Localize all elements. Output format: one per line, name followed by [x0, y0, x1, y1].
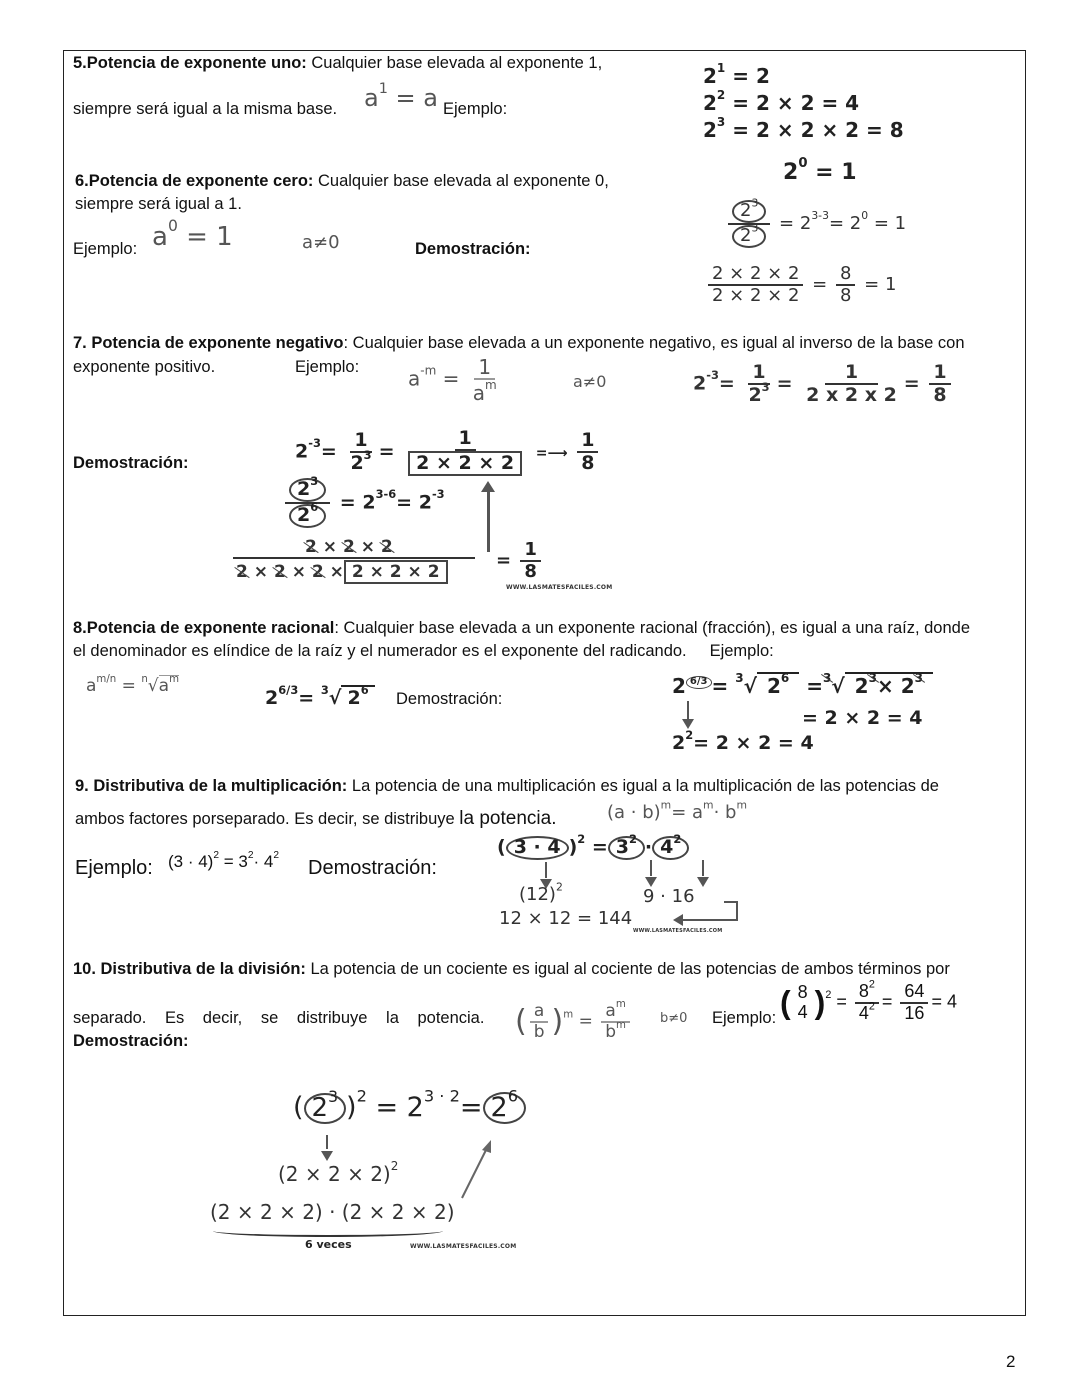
section10-demo-line3: (2 × 2 × 2) · (2 × 2 × 2)	[210, 1200, 455, 1224]
section9-demo-mid-right: 9 · 16	[643, 886, 695, 907]
section10-demo-label: Demostración:	[73, 1032, 189, 1050]
section7-example-label: Ejemplo:	[295, 358, 360, 376]
section10-demo-top: ( $2^3$ )$^2 = 2^{3 \cdot 2}= 2^6$	[293, 1092, 526, 1124]
brace-label: 6 veces	[305, 1238, 352, 1251]
section8-example-label: Ejemplo:	[709, 642, 774, 660]
up-arrow-shaft	[487, 490, 490, 552]
section7-demo-label: Demostración:	[73, 454, 189, 472]
example-line: $2^3 = 2 \times 2 \times 2 = 8$	[703, 115, 904, 142]
underbrace	[213, 1225, 443, 1237]
page-number: 2	[1006, 1352, 1016, 1371]
section8-example: $2^{6/3}= ^3√$ $2^6$	[265, 687, 375, 709]
section6-condition: a≠0	[302, 232, 340, 253]
section10-demo-line2: $(2 \times 2 \times 2)^2$	[278, 1159, 399, 1186]
section9-text1: La potencia de una multiplicación es igual a la multiplicación de las potencias de	[351, 777, 939, 795]
section7-formula: $a^{-m}$ = $\frac{1}{a^m}$	[408, 355, 497, 405]
example-line: $2^1 = 2$	[703, 61, 770, 88]
left-arrow-icon	[673, 914, 683, 926]
section8-title: 8.Potencia de exponente racional	[73, 619, 335, 637]
watermark: WWW.LASMATESFACILES.COM	[506, 584, 613, 591]
section5-text2: siempre será igual a la misma base.	[73, 100, 338, 118]
section8-demo-line1: 2 $^{6/3}$ = $^3$√ $2^6 =^3√$ $2^3\times 2^3$	[672, 674, 933, 698]
section6-title: 6.Potencia de exponente cero:	[75, 172, 314, 190]
section9-heading-line	[75, 775, 939, 797]
section6-demo1: $\frac{2^3}{2^3}$ = $2^{3-3}= 2^0 = 1$	[725, 200, 906, 248]
section6-text2: siempre será igual a 1.	[75, 195, 242, 213]
up-arrow-icon	[481, 481, 495, 492]
section5-heading-line	[73, 52, 602, 74]
section5-text1: Cualquier base elevada al exponente 1,	[311, 54, 603, 72]
watermark: WWW.LASMATESFACILES.COM	[633, 928, 723, 934]
section8-formula: $a^{m/n} = ^n√a^m$	[86, 673, 179, 696]
section6-heading-line	[75, 170, 609, 192]
section7-title: 7. Potencia de exponente negativo	[73, 334, 344, 352]
watermark: WWW.LASMATESFACILES.COM	[410, 1243, 517, 1250]
section7-demo-row3-den: 2 × 2 × 2 × 2 × 2 × 2	[236, 560, 448, 584]
section9-example: $(3 \cdot 4)^2 = 3^2\cdot 4^2$	[168, 849, 280, 871]
section6-example: $2^0 = 1$	[783, 156, 857, 185]
down-arrow-icon	[697, 874, 709, 892]
section8-text2-line	[73, 640, 774, 662]
section8-demo-line2: = 2 × 2 = 4	[802, 707, 923, 729]
section8-demo-label: Demostración:	[396, 690, 503, 708]
section10-example-label: Ejemplo:	[712, 1009, 777, 1027]
section9-text2-big: la potencia.	[459, 808, 557, 829]
section9-text2: ambos factores porseparado. Es decir, se distribuye	[75, 810, 455, 828]
section10-example: ( 8 4 )$^2$ = $\frac{8^2}{4^2}$ = $\frac{64}{16}$ = 4	[780, 978, 957, 1023]
section7-heading-line	[73, 332, 965, 354]
fraction-bar	[233, 557, 475, 559]
section6-demo2: $\frac{2 \times 2 \times 2}{2 \times 2 \times 2}$ = $\frac{8}{8}$ = 1	[705, 264, 896, 306]
section8-text2: el denominador es elíndice de la raíz y el numerador es el exponente del radicando.	[73, 642, 687, 660]
section9-text2-line	[75, 808, 556, 830]
section9-demo-mid-left: $(12)^2$	[519, 880, 563, 905]
section7-text1: : Cualquier base elevada a un exponente negativo, es igual al inverso de la base con	[343, 334, 965, 352]
down-arrow-shaft	[326, 1135, 328, 1149]
connector-line	[724, 901, 738, 903]
section7-example: $2^{-3}=$ $\frac{1}{2^3}$ = $\frac{1}{2 x 2 x 2}$ = $\frac{1}{8}$	[693, 362, 954, 406]
section6-text1: Cualquier base elevada al exponente 0,	[318, 172, 609, 190]
section7-text2: exponente positivo.	[73, 358, 216, 376]
section6-example-label: Ejemplo:	[73, 240, 138, 258]
section7-demo-row1: $2^{-3}=$ $\frac{1}{2^3}$ = $\frac{1}{2 \times 2 \times 2}$ =⟶ $\frac{1}{8}$	[295, 428, 601, 476]
diagonal-arrow-icon	[458, 1138, 494, 1200]
section9-demo-bottom: 12 × 12 = 144	[499, 908, 633, 929]
section9-demo-top: ( 3 · 4 )$^2 = 3^2 \cdot 4^2$	[497, 836, 689, 860]
section9-example-label: Ejemplo:	[75, 857, 153, 879]
section10-title: 10. Distributiva de la división:	[73, 960, 306, 978]
section7-demo-row2: $\frac{2^3}{2^6}$ = $2^{3-6}= 2^{-3}$	[282, 478, 445, 528]
formula-base: a	[364, 84, 379, 112]
section5-title: 5.Potencia de exponente uno:	[73, 54, 307, 72]
section9-formula: $(a \cdot b)^m= a^m\cdot b^m$	[607, 798, 748, 823]
section8-text1: : Cualquier base elevada a un exponente racional (fracción), es igual a una raíz, donde	[334, 619, 971, 637]
section6-formula: $a^0 = 1$	[152, 216, 233, 252]
example-line: $2^2 = 2 \times 2 = 4$	[703, 88, 860, 115]
section5-example-label: Ejemplo:	[443, 100, 508, 118]
formula-exp: 1	[378, 81, 388, 98]
section10-formula: ( $\frac{a}{b}$ )$^m$ = $\frac{a^m}{b^m}$	[515, 1002, 633, 1041]
section7-demo-row3-num: 2 × 2 × 2	[305, 537, 393, 557]
section9-demo-label: Demostración:	[308, 857, 437, 879]
section10-text2: separado. Es decir, se distribuye la potencia.	[73, 1009, 485, 1027]
section5-examples	[703, 62, 904, 144]
section7-demo-row3-result: = $\frac{1}{8}$	[496, 540, 544, 582]
section10-heading-line	[73, 958, 950, 980]
connector-line	[682, 919, 738, 921]
section5-formula	[364, 81, 438, 112]
section8-heading-line	[73, 617, 970, 639]
section10-text1: La potencia de un cociente es igual al cociente de las potencias de ambos términos por	[310, 960, 950, 978]
connector-line	[736, 901, 738, 921]
formula-rhs: = a	[395, 84, 438, 112]
section7-condition: a≠0	[573, 372, 607, 391]
section9-title: 9. Distributiva de la multiplicación:	[75, 777, 348, 795]
section8-demo-line3: $2^2= 2 \times 2 = 4$	[672, 727, 814, 754]
section10-condition: b≠0	[660, 1011, 688, 1026]
section6-demo-label: Demostración:	[415, 240, 531, 258]
